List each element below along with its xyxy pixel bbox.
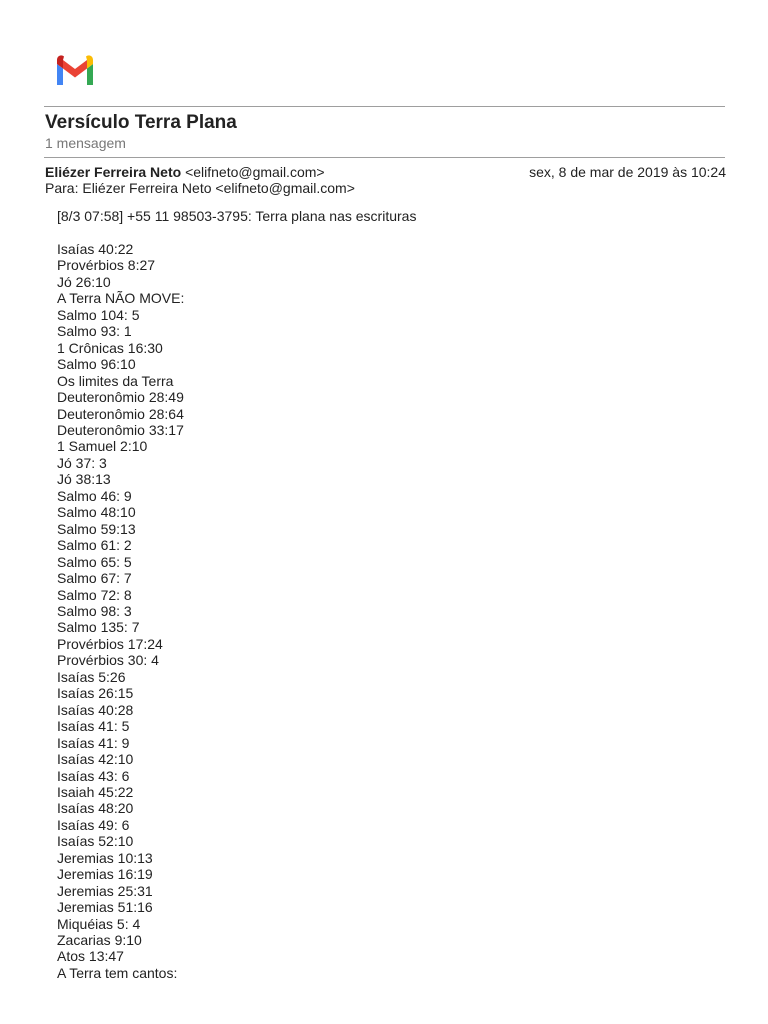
message-body-line: Isaías 48:20 — [57, 800, 134, 817]
message-body — [57, 208, 737, 981]
gmail-logo-icon — [54, 55, 96, 85]
message-body-line: Isaiah 45:22 — [57, 783, 134, 800]
message-body-line: Miquéias 5: 4 — [57, 915, 141, 932]
message-body-line: Jó 37: 3 — [57, 454, 107, 471]
sender-email: <elifneto@gmail.com> — [185, 164, 325, 180]
message-body-line: 1 Crônicas 16:30 — [57, 339, 163, 356]
sender-name: Eliézer Ferreira Neto — [45, 164, 182, 180]
sender-line — [45, 164, 325, 181]
message-body-line: Salmo 48:10 — [57, 504, 136, 521]
message-body-line: Jeremias 51:16 — [57, 899, 153, 916]
message-body-line: Isaías 43: 6 — [57, 767, 130, 784]
message-body-line: Isaías 40:22 — [57, 241, 134, 257]
message-body-line: Jó 26:10 — [57, 273, 111, 290]
message-body-line: Isaías 5:26 — [57, 668, 126, 685]
message-body-line: A Terra NÃO MOVE: — [57, 290, 185, 307]
message-first-line: [8/3 07:58] +55 11 98503-3795: Terra plana nas escrituras — [57, 208, 417, 224]
message-body-line: Isaías 42:10 — [57, 751, 134, 768]
header-divider — [44, 106, 725, 107]
message-body-line: Isaías 40:28 — [57, 701, 134, 718]
message-body-line: Jeremias 25:31 — [57, 882, 153, 899]
subject-divider — [44, 157, 725, 158]
message-body-line: Salmo 46: 9 — [57, 487, 132, 504]
message-body-line: Os limites da Terra — [57, 372, 174, 389]
message-body-line: Isaías 41: 9 — [57, 734, 130, 751]
message-body-line: Isaías 41: 5 — [57, 718, 130, 735]
message-body-line: Isaías 49: 6 — [57, 816, 130, 833]
message-body-line: Jeremias 10:13 — [57, 849, 153, 866]
message-body-line: Isaías 52:10 — [57, 833, 134, 850]
message-body-line: Atos 13:47 — [57, 948, 124, 965]
message-body-line: Deuteronômio 33:17 — [57, 421, 184, 438]
recipient-line: Para: Eliézer Ferreira Neto <elifneto@gmail.com> — [45, 180, 355, 196]
message-body-line: Salmo 59:13 — [57, 520, 136, 537]
message-count: 1 mensagem — [45, 135, 126, 151]
message-body-line: Salmo 93: 1 — [57, 323, 132, 340]
message-body-line: Deuteronômio 28:64 — [57, 405, 184, 422]
message-body-line: Zacarias 9:10 — [57, 932, 142, 949]
message-body-line: Jeremias 16:19 — [57, 866, 153, 883]
message-body-line: Salmo 72: 8 — [57, 586, 132, 603]
message-body-line: A Terra tem cantos: — [57, 964, 178, 981]
message-body-line: Salmo 104: 5 — [57, 306, 140, 323]
message-date: sex, 8 de mar de 2019 às 10:24 — [529, 164, 726, 180]
message-body-line: Jó 38:13 — [57, 471, 111, 488]
message-body-line: Salmo 65: 5 — [57, 553, 132, 570]
message-body-line: Salmo 135: 7 — [57, 619, 140, 636]
message-body-line: Deuteronômio 28:49 — [57, 389, 184, 406]
message-body-line: Provérbios 30: 4 — [57, 652, 159, 669]
message-body-line: Provérbios 17:24 — [57, 635, 163, 652]
message-body-line: Provérbios 8:27 — [57, 257, 156, 274]
message-body-line: Salmo 67: 7 — [57, 570, 132, 587]
message-body-line: Salmo 61: 2 — [57, 537, 132, 554]
message-body-line: 1 Samuel 2:10 — [57, 438, 148, 455]
thread-subject: Versículo Terra Plana — [45, 112, 237, 133]
message-body-line: Salmo 96:10 — [57, 356, 136, 373]
message-body-line: Salmo 98: 3 — [57, 602, 132, 619]
message-body-line: Isaías 26:15 — [57, 685, 134, 702]
